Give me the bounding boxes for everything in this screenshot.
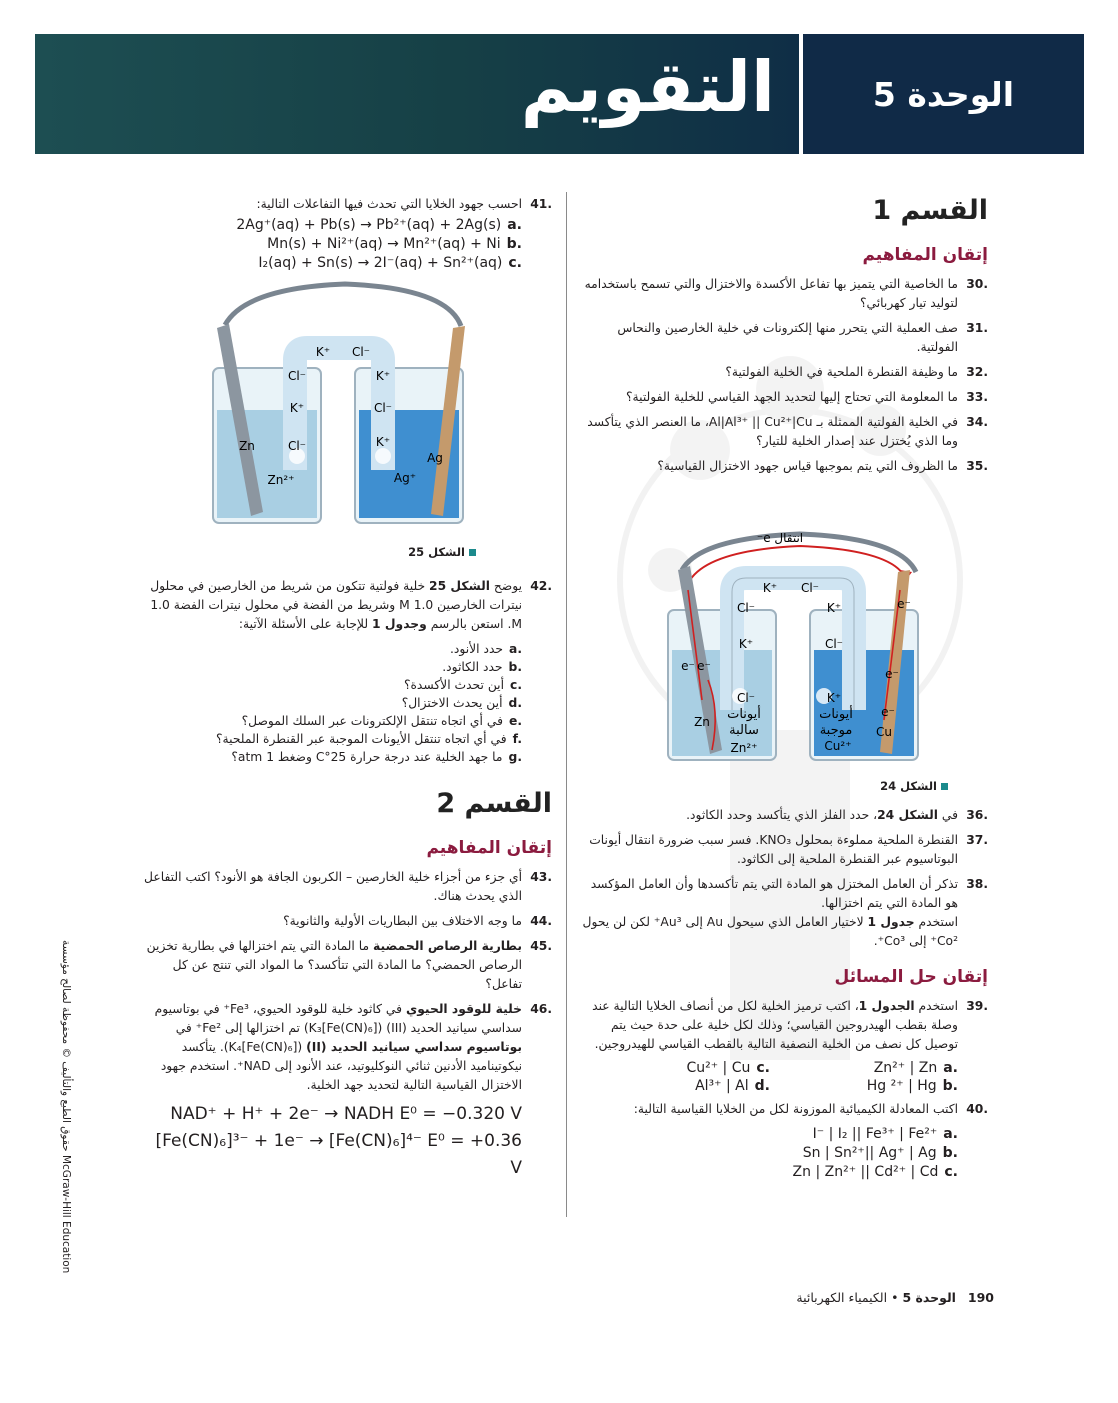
svg-text:موجبة: موجبة [819, 723, 853, 738]
question-37: 37. القنطرة الملحية مملوءة بمحلول KNO₃. فسر سبب ضرورة انتقال أيونات البوتاسيوم عبر القنطرة الملحية إلى الكاثود. [589, 833, 988, 866]
svg-text:Cl⁻: Cl⁻ [373, 401, 393, 415]
right-column-lower [582, 806, 988, 1182]
section-1-title: القسم 1 [872, 195, 988, 226]
question-34: 34. في الخلية الفولتية الممثلة بـ Al|Al³⁺ || Cu²⁺|Cu، ما العنصر الذي يتأكسد وما الذي يُختزل عند إصدار الخلية للتيار؟ [587, 415, 988, 448]
svg-text:e⁻: e⁻ [885, 667, 899, 681]
question-39: 39. استخدم الجدول 1، اكتب ترميز الخلية لكل من أنصاف الخلايا التالية عند وصلة بقطب الهيدروجين القياسي؛ وذلك لكل خلية على حدة حيث يتم توصيل كل نصف من الخلية النصفية التالية بالقطب القياسي للهيدروجين. [592, 999, 988, 1051]
question-38: 38. تذكر أن العامل المختزل هو المادة التي يتم تأكسدها وأن العامل المؤكسد هو المادة التي يتم اختزالها. استخدم جدول 1 لاختيار العامل الذي سيحول Au إلى Au³⁺ لكن لن يحول Co²⁺ إلى Co³⁺. [582, 877, 988, 948]
svg-text:K⁺: K⁺ [289, 401, 305, 415]
question-39-options: a. Zn²⁺ | Zn c. Cu²⁺ | Cu b. Hg ²⁺ | Hg d. Al³⁺ | Al [686, 1060, 958, 1094]
svg-text:Zn²⁺: Zn²⁺ [730, 741, 758, 755]
unit-banner [35, 34, 1084, 154]
page-footer: 190 الوحدة 5 • الكيمياء الكهربائية [796, 1290, 994, 1305]
question-41-options: a. 2Ag⁺(aq) + Pb(s) → Pb²⁺(aq) + 2Ag(s) b. Mn(s) + Ni²⁺(aq) → Mn²⁺(aq) + Ni c. I₂(aq) + Sn(s) → 2I⁻(aq) + Sn²⁺(aq) [236, 217, 522, 271]
svg-text:K⁺: K⁺ [826, 601, 842, 615]
question-45: 45. بطارية الرصاص الحمضية ما المادة التي يتم اختزالها في بطارية تخزين الرصاص الحمضي؟ ما المادة التي تتأكسد؟ ما المواد التي تنتج عن كل تفاعل؟ [146, 939, 552, 991]
svg-text:Cl⁻: Cl⁻ [351, 345, 371, 359]
mastering-concepts-heading: إتقان المفاهيم [862, 245, 988, 265]
svg-text:Cu²⁺: Cu²⁺ [824, 739, 852, 753]
svg-text:K⁺: K⁺ [826, 691, 842, 705]
question-30: 30. ما الخاصية التي يتميز بها تفاعل الأكسدة والاختزال والتي تسمح باستخدامه لتوليد تيار كهربائي؟ [584, 277, 988, 310]
svg-text:Cl⁻: Cl⁻ [824, 637, 844, 651]
svg-text:K⁺: K⁺ [375, 369, 391, 383]
question-44: 44. ما وجه الاختلاف بين البطاريات الأولية والثانوية؟ [283, 914, 552, 928]
unit-label-panel [803, 34, 1084, 154]
question-46: 46. خلية للوقود الحيوي في كاثود خلية للوقود الحيوي، Fe³⁺ في بوتاسيوم سداسي سيانيد الحديد (III) (K₃[Fe(CN)₆]) تم اختزالها إلى Fe²⁺ في بوتاسيوم سداسي سيانيد الحديد (II) (K₄[Fe(CN)₆]). يتأكسد نيكوتيناميد الأدنين ثنائي النوكليوتيد، عند الأنود إلى NAD⁺. استخدم جهود الاختزال القياسية التالية لتحديد جهد الخلية. [154, 1002, 552, 1092]
column-divider [566, 192, 567, 1217]
question-33: 33. ما المعلومة التي تحتاج إليها لتحديد الجهد القياسي للخلية الفولتية؟ [626, 390, 988, 404]
banner-title: التقويم [520, 46, 775, 128]
svg-text:K⁺: K⁺ [738, 637, 754, 651]
left-column-middle [140, 577, 552, 1182]
right-column [582, 195, 988, 482]
svg-text:Ag: Ag [427, 451, 443, 465]
mastering-concepts-heading-2: إتقان المفاهيم [426, 838, 552, 858]
svg-text:K⁺: K⁺ [762, 581, 778, 595]
unit-label: الوحدة 5 [872, 74, 1015, 114]
svg-text:e⁻: e⁻ [897, 597, 911, 611]
svg-text:Ag⁺: Ag⁺ [393, 471, 417, 485]
svg-text:Zn: Zn [239, 439, 255, 453]
question-40-options: a. I⁻ | I₂ || Fe³⁺ | Fe²⁺ b. Sn | Sn²⁺|| Ag⁺ | Ag c. Zn | Zn²⁺ || Cd²⁺ | Cd [792, 1126, 958, 1180]
figure-25-caption: الشكل 25 [408, 545, 476, 559]
figure-24-caption: الشكل 24 [880, 779, 948, 793]
svg-text:Cl⁻: Cl⁻ [287, 439, 307, 453]
question-42-parts: a. حدد الأنود. b. حدد الكاثود. c. أين تحدث الأكسدة؟ d. أين يحدث الاختزال؟ e. في أي اتجاه تنتقل الإلكترونات عبر السلك الموصل؟ f. في أي اتجاه تنتقل الأيونات الموجبة عبر القنطرة الملحية؟ g. ما جهد الخلية عند درجة حرارة 25°C وضغط 1 atm؟ [216, 642, 522, 764]
question-40: 40. اكتب المعادلة الكيميائية الموزونة لكل من الخلايا القياسية التالية: [633, 1102, 988, 1116]
question-35: 35. ما الظروف التي يتم بموجبها قياس جهود الاختزال القياسية؟ [657, 459, 988, 473]
page-number: 190 [967, 1290, 994, 1305]
section-2-title: القسم 2 [436, 788, 552, 819]
svg-text:Cu: Cu [876, 725, 892, 739]
question-36: 36. في الشكل 24، حدد الفلز الذي يتأكسد وحدد الكاثود. [686, 808, 988, 822]
svg-text:e⁻: e⁻ [697, 659, 711, 673]
footer-topic: الكيمياء الكهربائية [796, 1290, 888, 1305]
svg-text:K⁺: K⁺ [315, 345, 331, 359]
svg-text:أيونات: أيونات [727, 707, 761, 722]
question-41: 41. احسب جهود الخلايا التي تحدث فيها التفاعلات التالية: [256, 197, 552, 211]
svg-text:أيونات: أيونات [819, 707, 853, 722]
svg-text:e⁻: e⁻ [881, 705, 895, 719]
question-32: 32. ما وظيفة القنطرة الملحية في الخلية الفولتية؟ [725, 365, 988, 379]
figure-24-zinc-copper-cell [660, 520, 940, 790]
equation-ferricyanide: [Fe(CN)₆]³⁻ + 1e⁻ → [Fe(CN)₆]⁴⁻ E⁰ = +0.36 V [155, 1131, 522, 1178]
question-42: 42. يوضح الشكل 25 خلية فولتية تتكون من شريط من الخارصين في محلول نيترات الخارصين 1.0 M وشريط من الفضة في محلول نيترات الفضة 1.0 M. استعن بالرسم وجدول 1 للإجابة على الأسئلة الآتية: [150, 579, 552, 631]
svg-text:Cl⁻: Cl⁻ [736, 691, 756, 705]
banner-title-panel [35, 34, 799, 154]
svg-text:e⁻: e⁻ [681, 659, 695, 673]
question-31: 31. صف العملية التي يتحرر منها إلكترونات في خلية الخارصين والنحاس الفولتية. [617, 321, 988, 354]
figure-25-zinc-silver-cell [205, 280, 485, 535]
svg-text:Cl⁻: Cl⁻ [800, 581, 820, 595]
left-column [140, 195, 552, 273]
svg-text:Cl⁻: Cl⁻ [736, 601, 756, 615]
question-43: 43. أي جزء من أجزاء خلية الخارصين – الكربون الجافة هو الأنود؟ اكتب التفاعل الذي يحدث هناك. [144, 870, 552, 903]
equation-nad: NAD⁺ + H⁺ + 2e⁻ → NADH E⁰ = −0.320 V [170, 1104, 522, 1124]
svg-text:Cl⁻: Cl⁻ [287, 369, 307, 383]
electron-transfer-label: انتقال e⁻ [756, 531, 804, 545]
svg-text:Zn²⁺: Zn²⁺ [267, 473, 295, 487]
footer-unit: الوحدة 5 [902, 1290, 956, 1305]
svg-text:K⁺: K⁺ [375, 435, 391, 449]
mastering-problems-heading: إتقان حل المسائل [834, 967, 988, 987]
svg-text:سالبة: سالبة [729, 723, 759, 738]
copyright-side-note: حقوق الطبع والتأليف © محفوظة لصالح مؤسسة McGraw-Hill Education [60, 940, 72, 1274]
svg-text:Zn: Zn [694, 715, 710, 729]
